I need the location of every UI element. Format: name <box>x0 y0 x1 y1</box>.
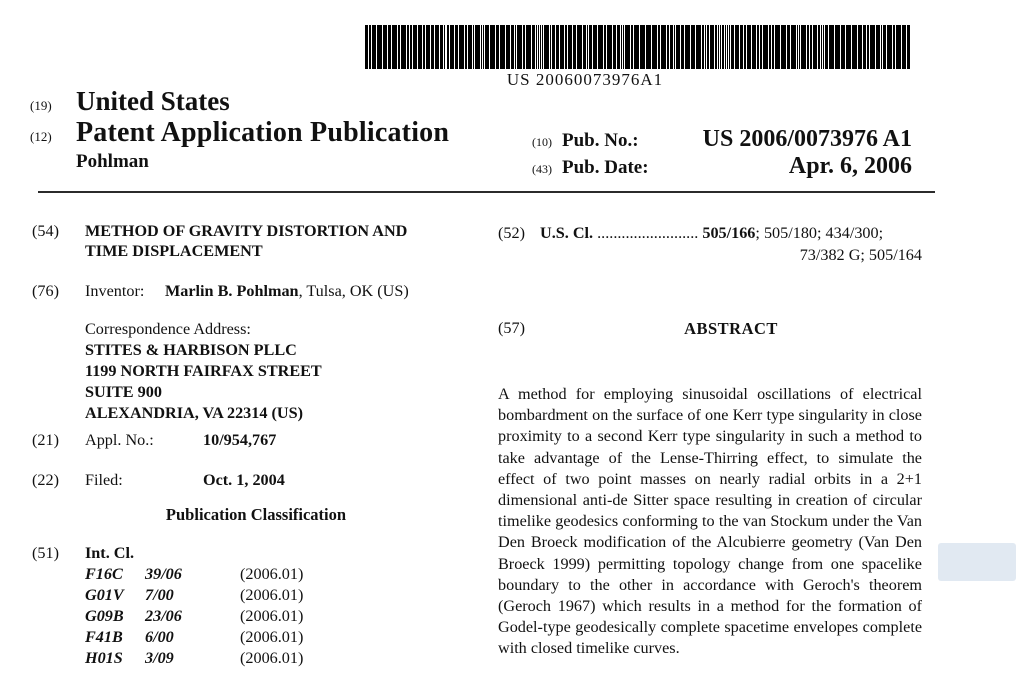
filed-label: Filed: <box>85 471 123 489</box>
class-code: G09B <box>85 607 124 625</box>
pub-no-value: US 2006/0073976 A1 <box>702 126 912 152</box>
invention-title-item <box>32 221 480 261</box>
class-code: G01V <box>85 586 124 604</box>
inventor-name: Marlin B. Pohlman <box>165 282 299 300</box>
class-code: F41B <box>85 628 123 646</box>
inventor-item <box>32 281 480 302</box>
class-code: H01S <box>85 649 123 667</box>
int-cl-label: Int. Cl. <box>85 544 135 562</box>
pub-no-line <box>532 126 912 153</box>
classification-row <box>85 564 480 585</box>
class-subcode: 39/06 <box>145 565 182 583</box>
pub-date-value: Apr. 6, 2006 <box>788 153 912 179</box>
correspondence-line: STITES & HARBISON PLLC <box>85 341 297 359</box>
class-year: (2006.01) <box>240 586 304 604</box>
invention-title: METHOD OF GRAVITY DISTORTION AND TIME DISPLACEMENT <box>85 222 408 260</box>
correspondence-line: ALEXANDRIA, VA 22314 (US) <box>85 404 303 422</box>
us-cl-item <box>498 222 922 266</box>
int-cl-item <box>32 543 480 669</box>
correspondence-line: SUITE 900 <box>85 383 162 401</box>
abstract-text: A method for employing sinusoidal oscillations of electrical bombardment on the surface of one Kerr type singularity in close proximity to a second Kerr type singularity in such a method to take advantage of the Lense-Thirring effect, to simulate the effect of two point masses on nearly radial orbits in a 2+1 dimensional anti-de Sitter space resulting in creation of circular timelike geodesics conforming to the van Stockum under the Van Den Broeck modification of the Alcubierre geometry (Van Den Broeck 1999) permitting topology change from one spacelike boundary to the other in accordance with Geroch's theorem (Geroch 1967) which results in a method for the formation of Godel-type geodesically complete spacetime envelopes complete with closed timelike curves. <box>498 385 922 658</box>
class-year: (2006.01) <box>240 607 304 625</box>
highlight-artifact <box>938 543 1016 581</box>
us-cl-secondary: ; 505/180; 434/300; <box>755 224 884 242</box>
field-number-22: (22) <box>32 471 59 489</box>
us-cl-primary: 505/166 <box>702 224 756 242</box>
class-subcode: 23/06 <box>145 607 182 625</box>
class-code: F16C <box>85 565 123 583</box>
barcode <box>365 25 913 69</box>
correspondence-label: Correspondence Address: <box>85 320 251 338</box>
field-number-19: (19) <box>30 98 52 113</box>
abstract-heading: ABSTRACT <box>684 319 778 338</box>
class-subcode: 7/00 <box>145 586 174 604</box>
appl-no-value: 10/954,767 <box>203 431 277 449</box>
header-divider <box>38 191 935 193</box>
appl-no-label: Appl. No.: <box>85 431 154 449</box>
country-line <box>30 86 590 117</box>
pub-no-label: Pub. No.: <box>562 130 639 151</box>
filed-date-item <box>32 470 480 491</box>
document-header <box>30 86 590 173</box>
field-number-57: (57) <box>498 319 525 337</box>
correspondence-line: 1199 NORTH FAIRFAX STREET <box>85 362 322 380</box>
dot-leader: ......................... <box>597 224 699 242</box>
pub-date-line <box>532 153 912 180</box>
inventor-surname: Pohlman <box>76 151 149 173</box>
class-year: (2006.01) <box>240 628 304 646</box>
classification-row <box>85 627 480 648</box>
us-cl-line2: 73/382 G; 505/164 <box>799 246 922 264</box>
abstract-heading-item <box>498 318 922 339</box>
us-cl-label: U.S. Cl. <box>540 224 594 242</box>
kind-line <box>30 117 590 149</box>
country-name: United States <box>76 86 230 116</box>
filed-value: Oct. 1, 2004 <box>203 471 285 489</box>
application-number-item <box>32 430 480 451</box>
classification-row <box>85 606 480 627</box>
us-cl-line1 <box>540 222 922 244</box>
field-number-54: (54) <box>32 222 59 240</box>
field-number-21: (21) <box>32 431 59 449</box>
class-year: (2006.01) <box>240 565 304 583</box>
field-number-51: (51) <box>32 544 59 562</box>
correspondence-address <box>32 319 480 424</box>
class-subcode: 3/09 <box>145 649 174 667</box>
field-number-10: (10) <box>532 135 552 149</box>
inventor-location: , Tulsa, OK (US) <box>298 282 409 300</box>
pub-date-label: Pub. Date: <box>562 157 649 178</box>
field-number-43: (43) <box>532 162 552 176</box>
barcode-caption: US 20060073976A1 <box>506 70 664 89</box>
classification-row <box>85 585 480 606</box>
publication-classification-heading: Publication Classification <box>165 505 347 524</box>
class-subcode: 6/00 <box>145 628 174 646</box>
inventor-label: Inventor: <box>85 282 145 300</box>
class-year: (2006.01) <box>240 649 304 667</box>
field-number-76: (76) <box>32 282 59 300</box>
field-number-52: (52) <box>498 224 525 242</box>
publication-info <box>532 126 912 180</box>
publication-kind: Patent Application Publication <box>76 117 450 149</box>
classification-row <box>85 648 480 669</box>
field-number-12: (12) <box>30 129 52 145</box>
